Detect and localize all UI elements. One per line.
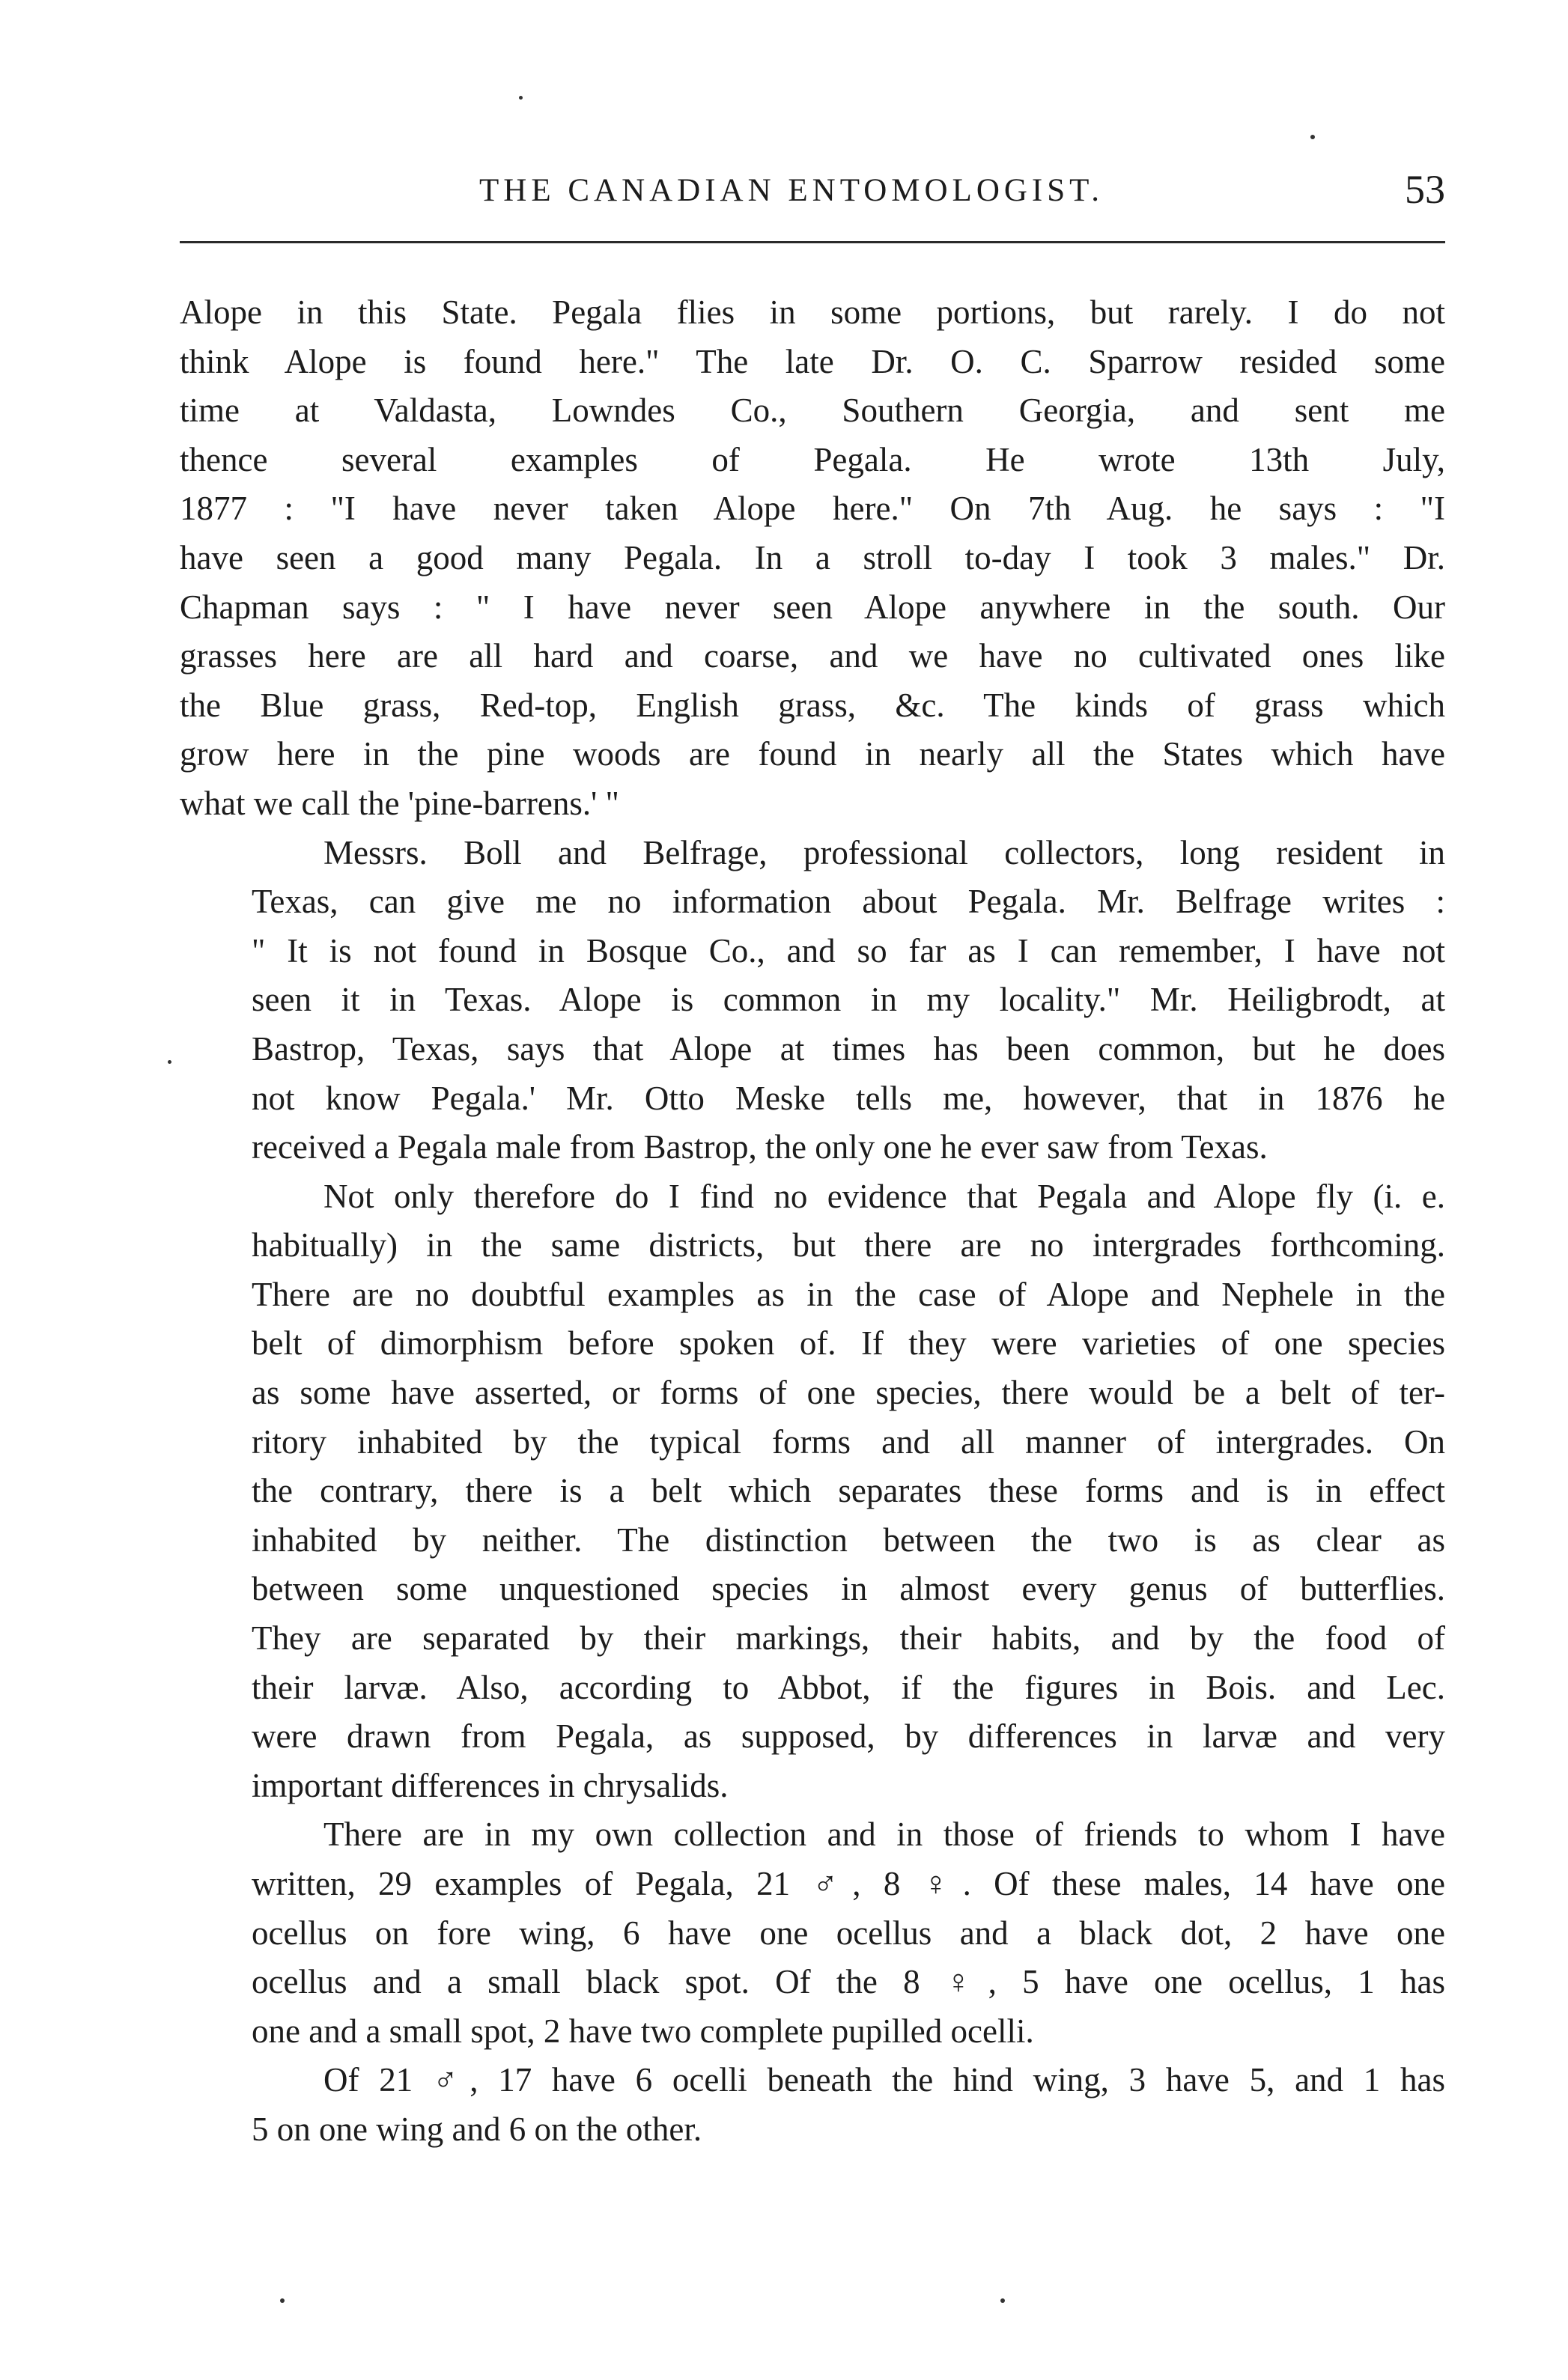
text-line: Messrs. Boll and Belfrage, professional collectors, long resident in [323,833,1445,871]
text-line: one and a small spot, 2 have two complete pupilled ocelli. [252,2012,1034,2050]
text-line: 5 on one wing and 6 on the other. [252,2110,702,2148]
running-title: THE CANADIAN ENTOMOLOGIST. [479,173,1104,208]
text-line: time at Valdasta, Lowndes Co., Southern Georgia, and sent me [180,392,1445,430]
text-line: as some have asserted, or forms of one species, there would be a belt of ter- [252,1374,1445,1412]
text-line: were drawn from Pegala, as supposed, by differences in larvæ and very [252,1717,1445,1756]
text-line: between some unquestioned species in almost every genus of butterflies. [252,1570,1445,1608]
text-line: Chapman says : " I have never seen Alope anywhere in the south. Our [180,588,1445,626]
text-line: " It is not found in Bosque Co., and so far as I can remember, I have not [252,931,1445,970]
text-line: received a Pegala male from Bastrop, the only one he ever saw from Texas. [252,1128,1268,1166]
article-body [180,288,1445,2155]
text-line: the Blue grass, Red-top, English grass, &c. The kinds of grass which [180,686,1445,724]
page [180,0,1445,2380]
text-line: grow here in the pine woods are found in nearly all the States which have [180,735,1445,773]
text-line: 1877 : "I have never taken Alope here." On 7th Aug. he says : "I [180,490,1445,528]
text-line: grasses here are all hard and coarse, and we have no cultivated ones like [180,637,1445,675]
text-line: Alope in this State. Pegala flies in some portions, but rarely. I do not [180,293,1445,331]
text-line: There are no doubtful examples as in the case of Alope and Nephele in the [252,1275,1445,1313]
text-line: think Alope is found here." The late Dr. O. C. Sparrow resided some [180,342,1445,380]
scan-speck [168,1060,171,1064]
paragraph [180,2056,1445,2154]
text-line: not know Pegala.' Mr. Otto Meske tells me, however, that in 1876 he [252,1079,1445,1117]
text-line: Of 21 ♂, 17 have 6 ocelli beneath the hind wing, 3 have 5, and 1 has [323,2061,1445,2099]
header-rule [180,241,1445,243]
text-line: written, 29 examples of Pegala, 21 ♂, 8 ♀. Of these males, 14 have one [252,1865,1445,1902]
text-line: thence several examples of Pegala. He wrote 13th July, [180,440,1445,478]
text-line: ocellus on fore wing, 6 have one ocellus and a black dot, 2 have one [252,1914,1445,1952]
page-header [180,166,1445,219]
text-line: Texas, can give me no information about Pegala. Mr. Belfrage writes : [252,883,1445,921]
text-line: seen it in Texas. Alope is common in my locality." Mr. Heiligbrodt, at [252,981,1445,1019]
paragraph [180,288,1445,829]
text-line: their larvæ. Also, according to Abbot, if the figures in Bois. and Lec. [252,1668,1445,1706]
text-line: They are separated by their markings, their habits, and by the food of [252,1619,1445,1658]
text-line: inhabited by neither. The distinction between the two is as clear as [252,1521,1445,1559]
text-line: what we call the 'pine-barrens.' " [180,784,619,822]
paragraph [180,829,1445,1172]
paragraph [180,1172,1445,1811]
text-line: important differences in chrysalids. [252,1766,729,1804]
text-line: the contrary, there is a belt which separates these forms and is in effect [252,1472,1445,1510]
paragraph [180,1810,1445,2056]
text-line: have seen a good many Pegala. In a stroll to-day I took 3 males." Dr. [180,538,1445,576]
text-line: ritory inhabited by the typical forms and all manner of intergrades. On [252,1422,1445,1461]
text-line: Not only therefore do I find no evidence that Pegala and Alope fly (i. e. [323,1177,1445,1215]
page-number: 53 [1405,167,1445,212]
text-line: habitually) in the same districts, but there are no intergrades forthcoming. [252,1226,1445,1264]
text-line: belt of dimorphism before spoken of. If they were varieties of one species [252,1324,1445,1363]
text-line: ocellus and a small black spot. Of the 8 ♀, 5 have one ocellus, 1 has [252,1963,1445,2001]
text-line: There are in my own collection and in those of friends to whom I have [323,1816,1445,1854]
text-line: Bastrop, Texas, says that Alope at times has been common, but he does [252,1029,1445,1068]
